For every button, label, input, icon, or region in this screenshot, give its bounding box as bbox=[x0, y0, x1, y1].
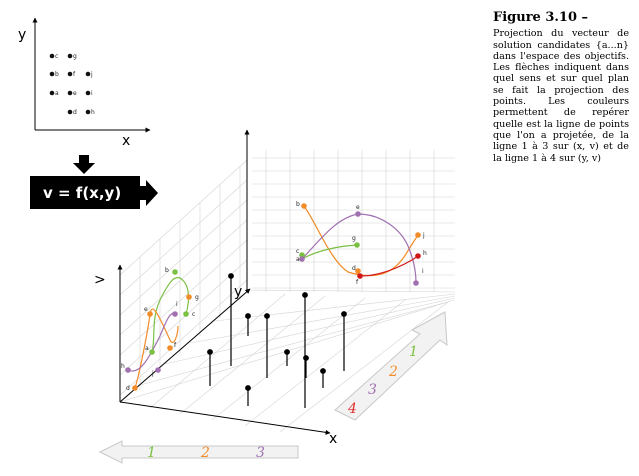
grid2d-point-a bbox=[50, 91, 55, 96]
grid2d-x-label: x bbox=[122, 133, 131, 149]
grid2d-point-g-label: g bbox=[73, 53, 77, 60]
function-box bbox=[30, 176, 158, 209]
grid2d-point-i-label: i bbox=[91, 90, 93, 97]
grid2d-point-h bbox=[86, 110, 91, 115]
back-panel-grid bbox=[247, 150, 455, 292]
back-curve-green bbox=[302, 245, 357, 259]
value-stems bbox=[208, 274, 347, 408]
grid2d-point-a-label: a bbox=[55, 90, 59, 97]
grid2d-y-label: y bbox=[18, 27, 27, 43]
grid2d-point-g bbox=[68, 54, 73, 59]
right-arrow-icon bbox=[138, 180, 158, 206]
back-point-d-label: d bbox=[352, 265, 356, 272]
side-point-d-label: d bbox=[126, 385, 130, 392]
side-point-b-label: b bbox=[165, 267, 169, 274]
back-point-i-label: i bbox=[422, 268, 424, 275]
side-point-g bbox=[186, 294, 192, 300]
stem-point bbox=[304, 356, 309, 361]
side-point-e-label: e bbox=[144, 306, 148, 313]
grid2d-point-d-label: d bbox=[73, 109, 77, 116]
projection-arrow-x-v bbox=[100, 441, 298, 463]
back-point-e bbox=[355, 211, 361, 217]
side-point-h-label: h bbox=[121, 363, 125, 370]
grid2d-point-j-label: j bbox=[91, 71, 93, 78]
caption-title: Figure 3.10 – bbox=[493, 10, 589, 25]
back-curve-red bbox=[360, 256, 418, 276]
grid2d-point-i bbox=[86, 91, 91, 96]
right-arrow-number-4: 4 bbox=[348, 401, 357, 417]
stem-point bbox=[342, 312, 347, 317]
back-point-a bbox=[299, 256, 305, 262]
right-arrow-number-1: 1 bbox=[409, 344, 418, 360]
side-point-i-label: i bbox=[176, 301, 178, 308]
back-point-h bbox=[415, 253, 421, 259]
bottom-arrow-number-1: 1 bbox=[147, 445, 156, 461]
side-point-f-label: f bbox=[174, 342, 177, 349]
side-point-c-label: c bbox=[192, 311, 196, 318]
back-point-j-label: j bbox=[423, 232, 425, 239]
projection-arrow-y-v bbox=[335, 312, 447, 420]
side-point-f bbox=[167, 345, 173, 351]
side-point-e bbox=[147, 311, 153, 317]
side-point-j-label: j bbox=[152, 370, 154, 377]
back-point-e-label: e bbox=[356, 204, 360, 211]
bottom-arrow-number-2: 2 bbox=[201, 445, 210, 461]
stem-point bbox=[303, 293, 308, 298]
grid2d-point-d bbox=[68, 110, 73, 115]
stem-point bbox=[229, 274, 234, 279]
right-arrow-number-3: 3 bbox=[368, 382, 377, 398]
side-point-j bbox=[155, 367, 161, 373]
side-point-c bbox=[183, 311, 189, 317]
side-point-i bbox=[172, 311, 178, 317]
side-point-b bbox=[172, 269, 178, 275]
grid2d-point-c-label: c bbox=[55, 53, 59, 60]
side-point-a bbox=[149, 349, 155, 355]
back-point-f bbox=[357, 273, 363, 279]
stem-point bbox=[246, 314, 251, 319]
caption-body: Projection du vecteur de solution candidates {a...n} dans l'espace des objectifs. Les flèches indiquent dans quel sens et sur quel plan se fait la projection des points. Les couleurs permettent de repérer quelle est la ligne de points que l'on a projetée, de la ligne 1 à 3 sur (x, v) et de la ligne 1 à 4 sur (y, v) bbox=[493, 28, 629, 164]
down-arrow-icon bbox=[73, 155, 95, 174]
grid2d-point-f-label: f bbox=[73, 71, 76, 78]
side-point-d bbox=[132, 385, 138, 391]
back-point-g-label: g bbox=[352, 235, 356, 242]
grid2d-point-b bbox=[50, 72, 55, 77]
stem-point bbox=[265, 314, 270, 319]
input-grid-2d bbox=[18, 18, 150, 149]
side-point-h bbox=[125, 367, 131, 373]
back-point-g bbox=[354, 242, 360, 248]
plot3d-v-label: > bbox=[94, 272, 106, 288]
grid2d-point-e bbox=[68, 91, 73, 96]
plot-3d bbox=[94, 130, 455, 447]
side-point-a-label: a bbox=[145, 345, 149, 352]
grid2d-point-f bbox=[68, 72, 73, 77]
grid2d-point-h-label: h bbox=[91, 109, 95, 116]
function-box-label: v = f(x,y) bbox=[43, 184, 122, 202]
back-point-j bbox=[415, 232, 421, 238]
bottom-arrow-outline bbox=[100, 441, 298, 463]
right-arrow-number-2: 2 bbox=[389, 364, 398, 380]
grid2d-point-e-label: e bbox=[73, 90, 77, 97]
side-curve-purple bbox=[128, 313, 176, 371]
back-point-b-label: b bbox=[296, 201, 300, 208]
back-point-f-label: f bbox=[356, 279, 359, 286]
back-point-d bbox=[355, 268, 361, 274]
back-point-c-label: c bbox=[296, 248, 300, 255]
stem-point bbox=[246, 386, 251, 391]
grid2d-point-c bbox=[50, 54, 55, 59]
back-point-i bbox=[413, 280, 419, 286]
side-point-g-label: g bbox=[195, 294, 199, 301]
stem-point bbox=[208, 350, 213, 355]
back-point-a-label: a bbox=[296, 256, 300, 263]
plot3d-y-label: y bbox=[234, 284, 243, 300]
grid2d-point-j bbox=[86, 72, 91, 77]
grid2d-point-b-label: b bbox=[55, 71, 59, 78]
grid2d-points bbox=[50, 53, 95, 116]
back-point-h-label: h bbox=[423, 250, 427, 257]
figure-caption bbox=[493, 12, 629, 164]
stem-point bbox=[321, 369, 326, 374]
back-point-b bbox=[301, 203, 307, 209]
stem-point bbox=[285, 350, 290, 355]
plot3d-x-label: x bbox=[329, 431, 338, 447]
bottom-arrow-number-3: 3 bbox=[256, 445, 265, 461]
